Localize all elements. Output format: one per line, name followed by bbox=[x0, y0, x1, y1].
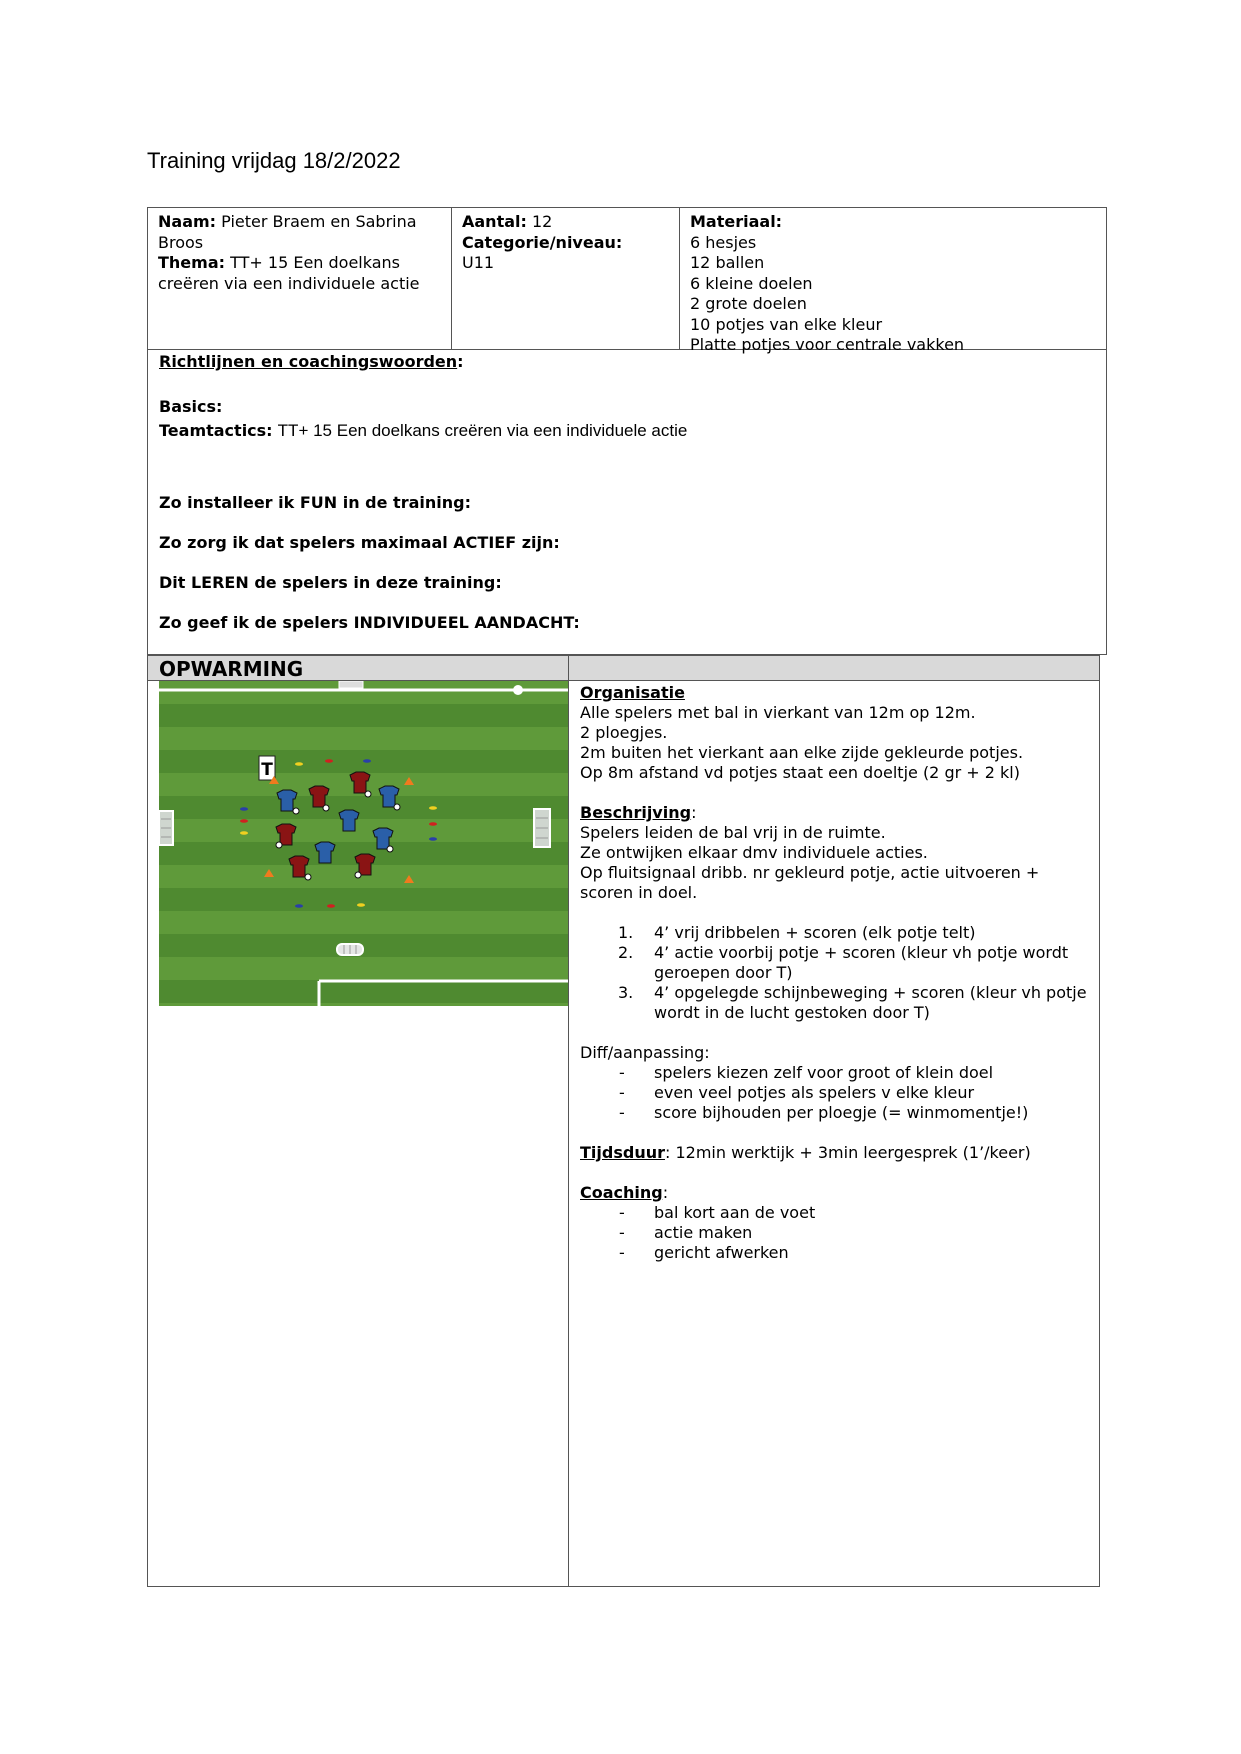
guidelines-heading-text: Richtlijnen en coachingswoorden bbox=[159, 352, 458, 371]
thema-value: TT+ 15 Een doelkans creëren via een individuele actie bbox=[158, 253, 420, 293]
tijdsduur-label: Tijdsduur bbox=[580, 1143, 665, 1162]
coaching-item: - bal kort aan de voet bbox=[580, 1203, 1095, 1223]
materiaal-item: 2 grote doelen bbox=[690, 294, 807, 313]
organisatie-line: 2 ploegjes. bbox=[580, 723, 668, 742]
info-cell-naam bbox=[148, 208, 452, 349]
opwarming-title: OPWARMING bbox=[159, 657, 304, 681]
step-number: 2. bbox=[618, 943, 634, 962]
organisatie-line: Op 8m afstand vd potjes staat een doeltje (2 gr + 2 kl) bbox=[580, 763, 1020, 782]
column-divider bbox=[568, 656, 569, 1586]
teamtactics-line bbox=[159, 421, 687, 441]
tijdsduur-value: : 12min werktijk + 3min leergesprek (1’/keer) bbox=[664, 1143, 1031, 1162]
top-goal-icon bbox=[339, 681, 363, 688]
materiaal-item: 10 potjes van elke kleur bbox=[690, 314, 883, 334]
categorie-value: U11 bbox=[462, 253, 495, 272]
actief-line: Zo zorg ik dat spelers maximaal ACTIEF zijn: bbox=[159, 533, 560, 552]
opwarming-section bbox=[147, 655, 1100, 1587]
bottom-goal-icon bbox=[337, 944, 363, 955]
coaching-item: - actie maken bbox=[580, 1223, 1095, 1243]
guidelines-heading bbox=[159, 352, 464, 371]
beschrijving-line: Op fluitsignaal dribb. nr gekleurd potje, actie uitvoeren + scoren in doel. bbox=[580, 863, 1040, 902]
step-item bbox=[580, 983, 1095, 1023]
trainer-label: T bbox=[261, 760, 273, 780]
leren-line: Dit LEREN de spelers in deze training: bbox=[159, 573, 502, 592]
materiaal-item: Platte potjes voor centrale vakken bbox=[690, 335, 965, 354]
coaching-item: - gericht afwerken bbox=[580, 1243, 1095, 1263]
guidelines-heading-colon: : bbox=[457, 352, 464, 371]
opwarming-header bbox=[148, 656, 1099, 681]
organisatie-line: 2m buiten het vierkant aan elke zijde gekleurde potjes. bbox=[580, 743, 1024, 762]
info-cell-materiaal bbox=[680, 208, 1106, 354]
trainer-icon bbox=[259, 756, 275, 780]
beschrijving-line: Ze ontwijken elkaar dmv individuele acties. bbox=[580, 843, 928, 862]
aandacht-line: Zo geef ik de spelers INDIVIDUEEL AANDACHT: bbox=[159, 613, 580, 632]
right-goal-icon bbox=[534, 809, 550, 847]
step-text: 4’ opgelegde schijnbeweging + scoren (kleur vh potje wordt in de lucht gestoken door T) bbox=[654, 983, 1087, 1022]
teamtactics-label: Teamtactics: bbox=[159, 421, 273, 440]
step-text: 4’ vrij dribbelen + scoren (elk potje telt) bbox=[654, 923, 976, 942]
basics-label: Basics: bbox=[159, 397, 223, 416]
aantal-label: Aantal: bbox=[462, 212, 527, 231]
aantal-value: 12 bbox=[532, 212, 553, 231]
organisatie-line: Alle spelers met bal in vierkant van 12m op 12m. bbox=[580, 703, 976, 722]
coaching-heading: Coaching: bbox=[580, 1183, 669, 1202]
coaching-list bbox=[580, 1203, 1095, 1263]
step-item bbox=[580, 943, 1095, 983]
corner-marker bbox=[513, 685, 523, 695]
guidelines-section bbox=[147, 349, 1107, 655]
diff-item: - spelers kiezen zelf voor groot of klein doel bbox=[580, 1063, 1095, 1083]
tijdsduur-line bbox=[580, 1143, 1095, 1163]
info-table bbox=[147, 207, 1107, 354]
grass bbox=[159, 681, 568, 1006]
naam-label: Naam: bbox=[158, 212, 217, 231]
step-number: 1. bbox=[618, 923, 634, 942]
diff-label: Diff/aanpassing: bbox=[580, 1043, 710, 1062]
coaching-label: Coaching bbox=[580, 1183, 663, 1202]
beschrijving-heading: Beschrijving: bbox=[580, 803, 697, 822]
materiaal-item: 12 ballen bbox=[690, 253, 765, 272]
categorie-label: Categorie/niveau: bbox=[462, 232, 623, 252]
fun-line: Zo installeer ik FUN in de training: bbox=[159, 493, 471, 512]
steps-list bbox=[580, 923, 1095, 1023]
step-text: 4’ actie voorbij potje + scoren (kleur vh potje wordt geroepen door T) bbox=[654, 943, 1069, 982]
naam-value: Pieter Braem en Sabrina Broos bbox=[158, 212, 417, 252]
pitch-diagram bbox=[159, 681, 568, 1006]
organisatie-label: Organisatie bbox=[580, 683, 685, 702]
opwarming-description bbox=[580, 683, 1095, 1263]
diff-item: - even veel potjes als spelers v elke kleur bbox=[580, 1083, 1095, 1103]
step-item bbox=[580, 923, 1095, 943]
info-cell-aantal bbox=[452, 208, 680, 349]
left-goal-icon bbox=[159, 811, 173, 845]
beschrijving-line: Spelers leiden de bal vrij in de ruimte. bbox=[580, 823, 886, 842]
materiaal-item: 6 hesjes bbox=[690, 232, 757, 252]
materiaal-label: Materiaal: bbox=[690, 212, 783, 231]
beschrijving-label: Beschrijving bbox=[580, 803, 692, 822]
thema-label: Thema: bbox=[158, 253, 226, 272]
teamtactics-value: TT+ 15 Een doelkans creëren via een individuele actie bbox=[277, 421, 688, 440]
page-title: Training vrijdag 18/2/2022 bbox=[147, 148, 401, 173]
step-number: 3. bbox=[618, 983, 634, 1002]
diff-item: - score bijhouden per ploegje (= winmomentje!) bbox=[580, 1103, 1095, 1123]
diff-list bbox=[580, 1063, 1095, 1123]
materiaal-item: 6 kleine doelen bbox=[690, 273, 813, 293]
